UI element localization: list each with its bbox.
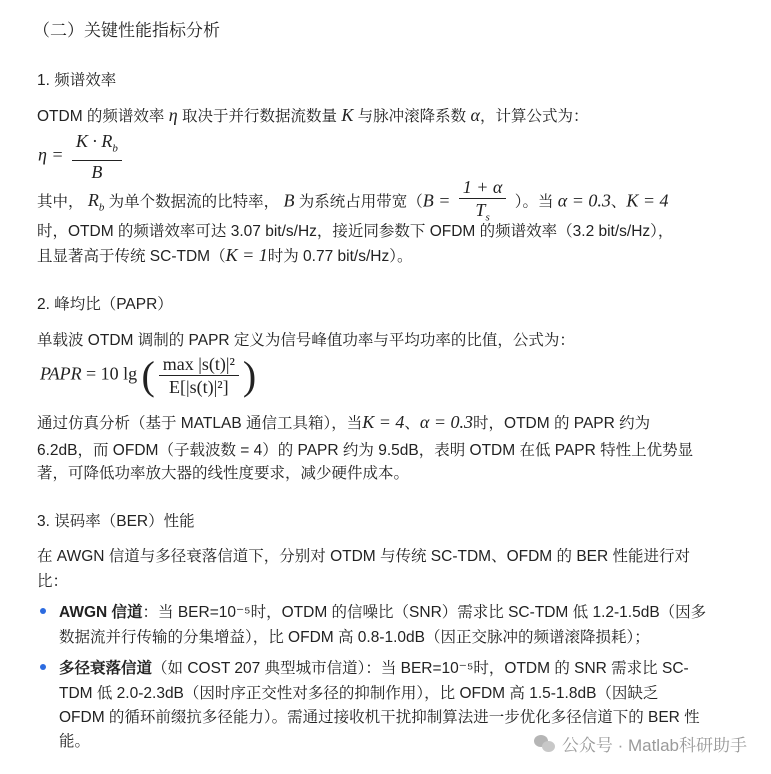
heading-spectral-efficiency: 1. 频谱效率	[37, 72, 117, 89]
list-item-line: OFDM 的循环前缀抗多径能力）。需通过接收机干扰抑制算法进一步优化多径信道下的 BER 性	[59, 709, 700, 726]
bullet-dot	[40, 608, 46, 614]
text: 时为 0.77 bit/s/Hz）。	[267, 248, 413, 265]
text: OTDM 的频谱效率	[37, 108, 165, 125]
math: s	[485, 211, 490, 224]
math: α = 0.3	[557, 190, 611, 211]
math: α = 0.3	[419, 412, 474, 432]
list-item-line: TDM 低 2.0-2.3dB（因时序正交性对多径的抑制作用），比 OFDM 高 1.5-1.8dB（因缺乏	[59, 685, 659, 702]
math: 1 + α	[459, 176, 507, 199]
math: b	[98, 201, 105, 214]
text: 其中，	[37, 193, 84, 211]
fraction	[159, 353, 239, 398]
math: PAPR	[40, 363, 82, 384]
watermark	[534, 731, 747, 756]
text: 时，OTDM 的 PAPR 约为	[473, 415, 651, 432]
math: η =	[38, 144, 64, 165]
bullet-bold-label: AWGN 信道	[59, 604, 143, 621]
math: η	[168, 105, 178, 125]
text: 为系统占用带宽（	[298, 193, 423, 211]
paragraph	[37, 244, 412, 266]
heading-ber: 3. 误码率（BER）性能	[37, 513, 195, 530]
text: 且显著高于传统 SC-TDM（	[37, 248, 226, 265]
math: K · R	[75, 131, 113, 151]
math: T	[475, 200, 486, 220]
paragraph-line: 著，可降低功率放大器的线性度要求，减少硬件成本。	[37, 465, 410, 482]
wechat-icon	[534, 735, 556, 753]
paragraph-line: 比：	[37, 573, 69, 590]
math: B =	[422, 190, 451, 211]
math: B	[91, 161, 103, 182]
math: = 10 lg	[85, 363, 138, 384]
section-title: （二）关键性能指标分析	[33, 21, 220, 40]
fraction	[72, 130, 122, 183]
watermark-text: 公众号 · Matlab科研助手	[561, 736, 747, 755]
math: b	[112, 142, 118, 155]
text: ，计算公式为：	[479, 108, 589, 125]
math: K = 4	[626, 190, 669, 211]
text: 通过仿真分析（基于 MATLAB 通信工具箱），当	[37, 415, 363, 432]
math: max |s(t)|²	[159, 353, 239, 376]
text: ：当 BER=10⁻⁵时，OTDM 的信噪比（SNR）需求比 SC-TDM 低 1.2-1.5dB（因多	[142, 604, 707, 621]
formula-papr	[40, 352, 256, 399]
text: 与脉冲滚降系数	[357, 108, 467, 125]
paragraph-line: 6.2dB，而 OFDM（子载波数 = 4）的 PAPR 约为 9.5dB，表明 OTDM 在低 PAPR 特性上优势显	[37, 442, 694, 459]
math: K = 1	[225, 245, 268, 265]
left-paren: (	[141, 353, 155, 398]
text: 、	[404, 415, 420, 432]
math: R	[87, 190, 99, 211]
paragraph	[37, 104, 588, 126]
heading-papr: 2. 峰均比（PAPR）	[37, 296, 173, 313]
math: K	[341, 105, 354, 125]
text: 为单个数据流的比特率，	[108, 193, 280, 211]
paragraph	[37, 411, 650, 433]
paragraph-line: 单载波 OTDM 调制的 PAPR 定义为信号峰值功率与平均功率的比值，公式为：	[37, 332, 575, 349]
list-item-multipath	[59, 656, 689, 678]
math: B	[283, 190, 295, 211]
right-paren: )	[242, 353, 257, 398]
list-item-line: 数据流并行传输的分集增益），比 OFDM 高 0.8-1.0dB（因正交脉冲的频谱滚降损耗）；	[59, 629, 650, 646]
text: 、	[610, 193, 627, 211]
text: ）。当	[514, 193, 554, 211]
list-item-awgn	[59, 600, 706, 622]
bullet-bold-label: 多径衰落信道	[59, 660, 153, 677]
formula-spectral-efficiency	[38, 130, 126, 183]
list-item-line: 能。	[59, 733, 91, 750]
text: 取决于并行数据流数量	[182, 108, 338, 125]
paragraph-line: 时，OTDM 的频谱效率可达 3.07 bit/s/Hz，接近同参数下 OFDM 的频谱效率（3.2 bit/s/Hz），	[37, 223, 674, 240]
math: K = 4	[362, 412, 405, 432]
math: α	[470, 105, 480, 125]
math: E[|s(t)|²]	[169, 377, 229, 397]
bullet-dot	[40, 664, 46, 670]
text: （如 COST 207 典型城市信道）：当 BER=10⁻⁵时，OTDM 的 SNR 需求比 SC-	[152, 660, 689, 677]
paragraph-line: 在 AWGN 信道与多径衰落信道下，分别对 OTDM 与传统 SC-TDM、OFDM 的 BER 性能进行对	[37, 548, 690, 565]
